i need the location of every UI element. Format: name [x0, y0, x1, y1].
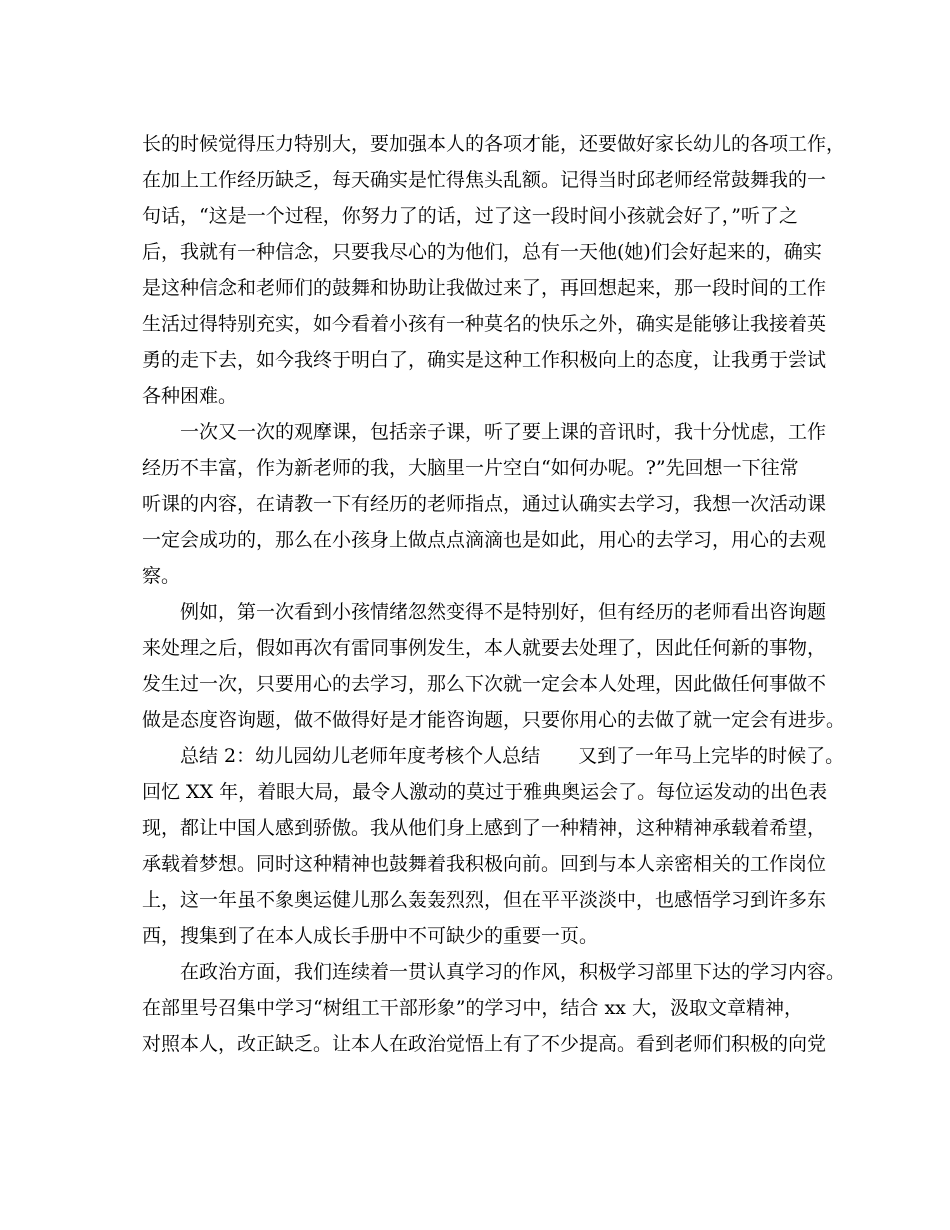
- paragraph-first-line: 总结 2：幼儿园幼儿老师年度考核个人总结 又到了一年马上完毕的时候了。: [180, 745, 845, 767]
- text-line: 现，都让中国人感到骄傲。我从他们身上感到了一种精神，这种精神承载着希望，: [142, 817, 827, 839]
- text-line: 回忆 XX 年，着眼大局，最令人激动的莫过于雅典奥运会了。每位运发动的出色表: [142, 781, 828, 803]
- text-line: 承载着梦想。同时这种精神也鼓舞着我积极向前。回到与本人亲密相关的工作岗位: [142, 853, 827, 875]
- paragraph-first-line: 在政治方面，我们连续着一贯认真学习的作风，积极学习部里下达的学习内容。: [180, 961, 846, 983]
- text-line: 经历不丰富，作为新老师的我，大脑里一片空白“如何办呢。?”先回想一下往常: [142, 457, 799, 479]
- text-line: 在加上工作经历缺乏，每天确实是忙得焦头乱额。记得当时邱老师经常鼓舞我的一: [142, 169, 827, 191]
- text-line: 生活过得特别充实，如今看着小孩有一种莫名的快乐之外，确实是能够让我接着英: [142, 313, 827, 335]
- text-line: 来处理之后，假如再次有雷同事例发生，本人就要去处理了，因此任何新的事物，: [142, 637, 827, 659]
- text-line: 做是态度咨询题，做不做得好是才能咨询题，只要你用心的去做了就一定会有进步。: [142, 709, 846, 731]
- paragraph-first-line: 例如，第一次看到小孩情绪忽然变得不是特别好，但有经历的老师看出咨询题: [180, 601, 827, 623]
- text-line: 句话，“这是一个过程，你努力了的话，过了这一段时间小孩就会好了，”听了之: [142, 205, 798, 227]
- text-line: 在部里号召集中学习“树组工干部形象”的学习中，结合 xx 大，汲取文章精神，: [142, 997, 803, 1019]
- text-line: 听课的内容，在请教一下有经历的老师指点，通过认确实去学习，我想一次活动课: [142, 493, 827, 515]
- text-line: 一定会成功的，那么在小孩身上做点点滴滴也是如此，用心的去学习，用心的去观: [142, 529, 827, 551]
- paragraph-first-line: 一次又一次的观摩课，包括亲子课，听了要上课的音讯时，我十分忧虑，工作: [180, 421, 827, 443]
- text-line: 长的时候觉得压力特别大，要加强本人的各项才能，还要做好家长幼儿的各项工作，: [142, 133, 846, 155]
- text-line: 发生过一次，只要用心的去学习，那么下次就一定会本人处理，因此做任何事做不: [142, 673, 827, 695]
- text-line: 各种困难。: [142, 385, 238, 407]
- text-line: 后，我就有一种信念，只要我尽心的为他们，总有一天他(她)们会好起来的，确实: [142, 241, 822, 263]
- text-line: 察。: [142, 565, 181, 587]
- text-line: 上，这一年虽不象奥运健儿那么轰轰烈烈，但在平平淡淡中，也感悟学习到许多东: [142, 889, 827, 911]
- text-line: 勇的走下去，如今我终于明白了，确实是这种工作积极向上的态度，让我勇于尝试: [142, 349, 827, 371]
- text-line: 西，搜集到了在本人成长手册中不可缺少的重要一页。: [142, 925, 599, 947]
- text-line: 对照本人，改正缺乏。让本人在政治觉悟上有了不少提高。看到老师们积极的向党: [142, 1033, 827, 1055]
- text-line: 是这种信念和老师们的鼓舞和协助让我做过来了，再回想起来，那一段时间的工作: [142, 277, 827, 299]
